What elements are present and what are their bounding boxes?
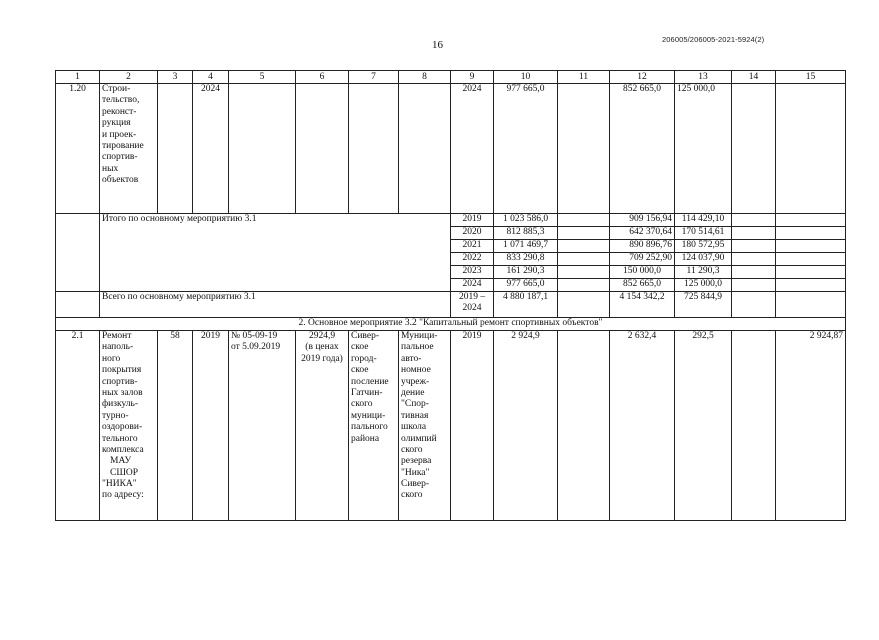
section-row [56,318,846,331]
itogo-col13: 180 572,95 [675,240,732,253]
cost-line: 2924,9 [308,331,336,341]
cell-col15: 2 924,87 [776,331,846,521]
itogo-col11 [558,253,610,266]
itogo-col13: 125 000,0 [675,279,732,292]
contract-line: № 05-09-19 [231,331,278,341]
institution-cell [399,331,451,521]
itogo-col14 [732,214,776,227]
itogo-label: Итого по основному мероприятию 3.1 [100,214,451,292]
name-line: Ремонт [102,331,132,341]
itogo-col11 [558,279,610,292]
name-line: тельного [102,433,138,444]
itogo-col10: 812 885,3 [494,227,558,240]
institution-line: олимпий [401,433,437,444]
itogo-col10: 1 071 469,7 [494,240,558,253]
vsego-row [56,292,846,318]
vsego-period [451,292,494,318]
itogo-col13: 124 037,90 [675,253,732,266]
itogo-col10: 833 290,8 [494,253,558,266]
itogo-col15 [776,266,846,279]
name-line: и проек- [102,129,137,140]
itogo-year: 2019 [451,214,494,227]
itogo-year: 2024 [451,279,494,292]
cell-year: 2024 [451,84,494,214]
itogo-col10: 977 665,0 [494,279,558,292]
itogo-col12: 150 000,0 [610,266,675,279]
institution-line: пальное [401,342,434,353]
itogo-col13: 170 514,61 [675,227,732,240]
vsego-col14 [732,292,776,318]
vsego-col12: 4 154 342,2 [610,292,675,318]
cell-col14 [732,331,776,521]
municipality-line: Сивер- [351,331,379,341]
itogo-col13: 114 429,10 [675,214,732,227]
cell-col11 [558,84,610,214]
col-num-13: 13 [675,71,732,84]
name-line: по адресу: [102,490,144,501]
itogo-col12: 909 156,94 [610,214,675,227]
itogo-col13: 11 290,3 [675,266,732,279]
budget-table [55,70,846,521]
name-line: ных залов [102,387,143,398]
name-line: объектов [102,175,139,186]
section-title: 2. Основное мероприятие 3.2 "Капитальный ремонт спортивных объектов" [56,318,846,331]
name-line: ных [102,163,119,174]
col-num-2: 2 [100,71,158,84]
cell-col11 [558,331,610,521]
name-line: турно- [102,410,129,421]
name-line: наполь- [102,342,134,353]
vsego-col15 [776,292,846,318]
municipality-line: посление [351,376,389,387]
name-line: комплекса [102,444,144,455]
cell-col3 [158,84,193,214]
institution-line: ского [401,490,423,501]
name-line: "НИКА" [102,479,137,490]
name-line: спортив- [102,152,138,163]
institution-line: тивная [401,410,429,421]
col-num-11: 11 [558,71,610,84]
itogo-num-cell [56,214,100,292]
cell-col5 [229,84,296,214]
name-line: покрытия [102,365,142,376]
col-num-7: 7 [349,71,399,84]
institution-line: учреж- [401,376,430,387]
municipality-cell [349,331,399,521]
institution-line: авто- [401,353,422,364]
name-line: рукция [102,118,131,129]
itogo-row [56,214,846,227]
vsego-label: Всего по основному мероприятию 3.1 [100,292,451,318]
vsego-col11 [558,292,610,318]
itogo-col14 [732,240,776,253]
col-num-12: 12 [610,71,675,84]
col-num-6: 6 [296,71,349,84]
row-number: 2.1 [56,331,100,521]
document-id: 206005/206005-2021-5924(2) [662,35,765,44]
itogo-col14 [732,227,776,240]
cell-col7 [349,84,399,214]
institution-line: "Спор- [401,399,429,410]
cell-col15 [776,84,846,214]
cell-col10: 977 665,0 [494,84,558,214]
itogo-col11 [558,214,610,227]
vsego-col13: 725 844,9 [675,292,732,318]
vsego-num-cell [56,292,100,318]
itogo-col11 [558,227,610,240]
cell-year: 2019 [451,331,494,521]
itogo-year: 2021 [451,240,494,253]
cost-line: (в ценах [305,342,339,353]
name-line: МАУ [110,456,132,467]
col-num-1: 1 [56,71,100,84]
municipality-line: ское [351,342,369,353]
vsego-period-line: 2024 [462,303,482,314]
col-num-14: 14 [732,71,776,84]
col-num-8: 8 [399,71,451,84]
col-num-3: 3 [158,71,193,84]
itogo-col12: 890 896,76 [610,240,675,253]
row-number: 1.20 [56,84,100,214]
contract-line: от 5.09.2019 [231,342,281,353]
itogo-col15 [776,240,846,253]
name-line: тирование [102,140,144,151]
column-number-row [56,71,846,84]
itogo-col11 [558,240,610,253]
table-row-2-1 [56,331,846,521]
itogo-year: 2023 [451,266,494,279]
itogo-year: 2020 [451,227,494,240]
table-row-1-20 [56,84,846,214]
itogo-year: 2022 [451,253,494,266]
itogo-col12: 709 252,90 [610,253,675,266]
cell-col10: 2 924,9 [494,331,558,521]
name-line: тельство, [102,95,140,106]
name-line: физкуль- [102,399,139,410]
cell-col13: 292,5 [675,331,732,521]
cell-col3: 58 [158,331,193,521]
name-line: ного [102,353,121,364]
municipality-line: района [351,433,380,444]
cell-col4: 2024 [193,84,229,214]
municipality-line: пального [351,422,388,433]
vsego-col10: 4 880 187,1 [494,292,558,318]
name-line: реконст- [102,106,137,117]
cell-col6 [296,84,349,214]
itogo-col14 [732,253,776,266]
col-num-4: 4 [193,71,229,84]
cell-col8 [399,84,451,214]
municipality-line: ского [351,399,373,410]
itogo-col15 [776,253,846,266]
col-num-9: 9 [451,71,494,84]
cost-cell [296,331,349,521]
itogo-col12: 642 370,64 [610,227,675,240]
itogo-col10: 161 290,3 [494,266,558,279]
name-line: оздорови- [102,422,143,433]
cell-col14 [732,84,776,214]
itogo-col12: 852 665,0 [610,279,675,292]
institution-line: номное [401,365,431,376]
municipality-line: город- [351,353,377,364]
itogo-col15 [776,214,846,227]
name-line: Строи- [102,84,131,94]
cell-col12: 852 665,0 [610,84,675,214]
institution-line: Сивер- [401,479,429,490]
cell-col4: 2019 [193,331,229,521]
itogo-col11 [558,266,610,279]
vsego-period-line: 2019 – [458,292,486,302]
itogo-col14 [732,266,776,279]
institution-line: ского [401,444,423,455]
name-line: спортив- [102,376,138,387]
col-num-10: 10 [494,71,558,84]
cell-col12: 2 632,4 [610,331,675,521]
page-number: 16 [432,39,443,51]
institution-line: резерва [401,456,432,467]
measure-name [100,84,158,214]
municipality-line: ское [351,365,369,376]
institution-line: школа [401,422,427,433]
contract-cell [229,331,296,521]
institution-line: Муници- [401,331,438,341]
cost-line: 2019 года) [301,353,343,364]
cell-col13: 125 000,0 [675,84,732,214]
itogo-col10: 1 023 586,0 [494,214,558,227]
institution-line: "Ника" [401,467,430,478]
institution-line: дение [401,387,425,398]
measure-name [100,331,158,521]
municipality-line: муници- [351,410,386,421]
itogo-col15 [776,279,846,292]
col-num-15: 15 [776,71,846,84]
itogo-col14 [732,279,776,292]
itogo-col15 [776,227,846,240]
municipality-line: Гатчин- [351,387,383,398]
col-num-5: 5 [229,71,296,84]
name-line: СШОР [110,467,139,478]
